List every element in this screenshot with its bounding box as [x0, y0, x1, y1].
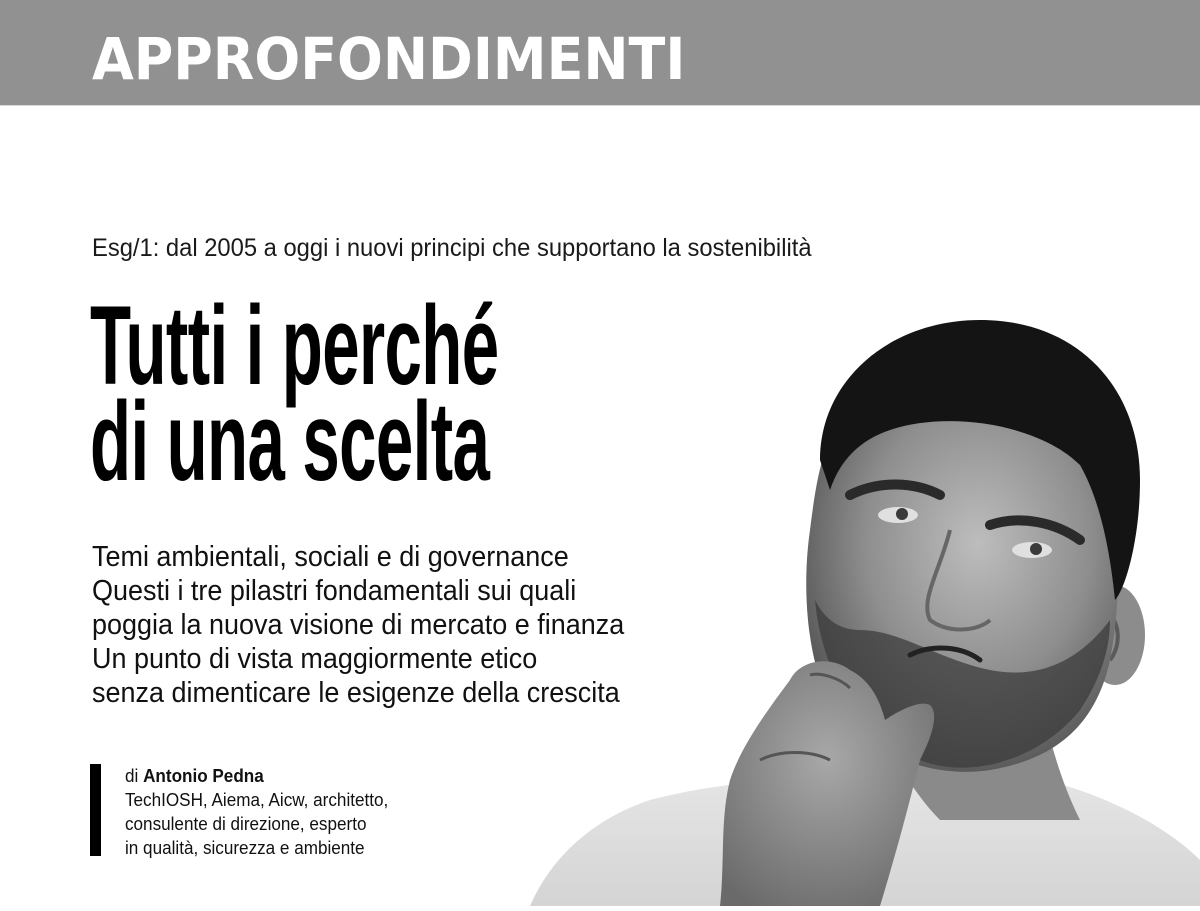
- portrait-photo: [520, 300, 1200, 906]
- author-credentials: consulente di direzione, esperto: [125, 814, 367, 834]
- headline-line-1: Tutti i perché: [90, 283, 499, 408]
- portrait-photo-icon: [520, 300, 1200, 906]
- section-title: APPROFONDIMENTI: [92, 25, 686, 93]
- article-kicker: Esg/1: dal 2005 a oggi i nuovi principi che supportano la sostenibilità: [92, 234, 812, 262]
- section-banner: [0, 0, 1200, 106]
- deck-line: poggia la nuova visione di mercato e finanza: [92, 609, 625, 641]
- byline-author-line: [125, 764, 388, 788]
- article-headline: [90, 283, 499, 504]
- headline-line-2: di una scelta: [90, 379, 490, 504]
- deck-line: Un punto di vista maggiormente etico: [92, 643, 538, 675]
- byline: [90, 764, 402, 856]
- deck-line: senza dimenticare le esigenze della crescita: [92, 677, 620, 709]
- deck-line: Questi i tre pilastri fondamentali sui quali: [92, 575, 577, 607]
- author-credentials: in qualità, sicurezza e ambiente: [125, 838, 365, 858]
- author-credentials: TechIOSH, Aiema, Aicw, architetto,: [125, 790, 389, 810]
- deck-line: Temi ambientali, sociali e di governance: [92, 541, 569, 573]
- byline-prefix: di: [125, 766, 139, 786]
- author-name: Antonio Pedna: [143, 766, 264, 786]
